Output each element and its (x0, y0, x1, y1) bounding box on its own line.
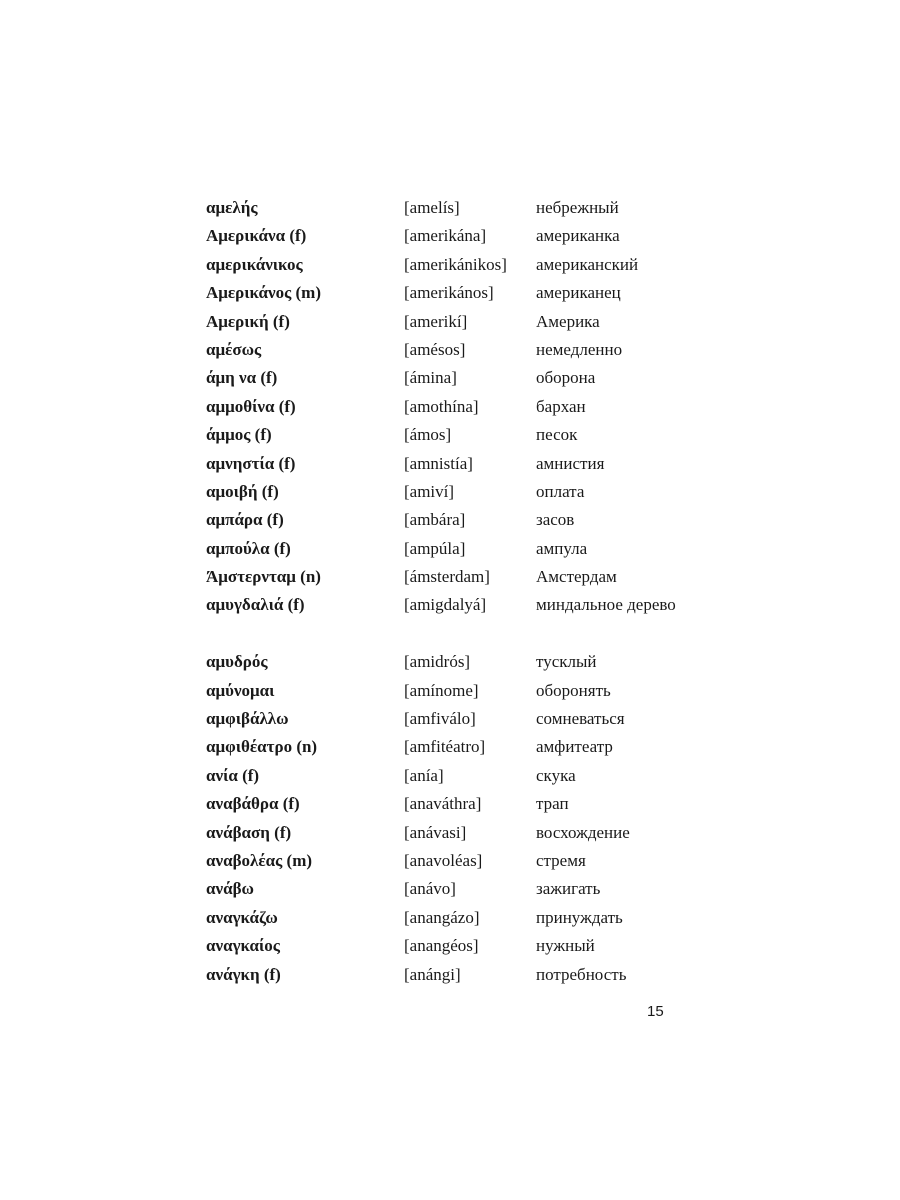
transliteration: [anángi] (404, 964, 461, 984)
list-item (206, 790, 686, 818)
list-item (206, 364, 686, 392)
russian-translation: амфитеатр (536, 737, 613, 757)
transliteration: [anangéos] (404, 936, 479, 956)
russian-translation: нужный (536, 936, 595, 956)
greek-word: αμοιβή (f) (206, 481, 279, 501)
list-item (206, 677, 686, 705)
transliteration: [ámina] (404, 368, 457, 388)
greek-word: ανία (f) (206, 765, 260, 785)
greek-word: αμερικάνικος (206, 254, 303, 274)
list-item (206, 819, 686, 847)
greek-word: Αμερική (f) (206, 311, 290, 331)
list-item (206, 450, 686, 478)
russian-translation: тусклый (536, 652, 597, 672)
list-item (206, 705, 686, 733)
list-item (206, 961, 686, 989)
list-item (206, 932, 686, 960)
transliteration: [amésos] (404, 339, 466, 359)
list-item (206, 421, 686, 449)
russian-translation: амнистия (536, 453, 605, 473)
transliteration: [anaváthra] (404, 794, 482, 814)
transliteration: [amidrós] (404, 652, 471, 672)
russian-translation: принуждать (536, 907, 623, 927)
russian-translation: немедленно (536, 339, 623, 359)
transliteration: [amerikána] (404, 226, 487, 246)
greek-word: αμφιβάλλω (206, 709, 289, 729)
transliteration: [ámsterdam] (404, 567, 490, 587)
transliteration: [amothína] (404, 396, 479, 416)
list-item (206, 648, 686, 676)
russian-translation: песок (536, 425, 578, 445)
greek-word: ανάγκη (f) (206, 964, 281, 984)
list-item (206, 535, 686, 563)
greek-word: αναβάθρα (f) (206, 794, 300, 814)
greek-word: Αμερικάνος (m) (206, 283, 321, 303)
transliteration: [ampúla] (404, 538, 466, 558)
list-item (206, 251, 686, 279)
russian-translation: американец (536, 283, 621, 303)
greek-word: αμυδρός (206, 652, 268, 672)
greek-word: άμμος (f) (206, 425, 272, 445)
transliteration: [amelís] (404, 198, 460, 217)
transliteration: [amerikí] (404, 311, 468, 331)
list-item (206, 875, 686, 903)
dictionary-list (206, 194, 686, 989)
russian-translation: бархан (536, 396, 586, 416)
transliteration: [anávo] (404, 879, 456, 899)
transliteration: [amerikánikos] (404, 254, 507, 274)
russian-translation: сомневаться (536, 709, 625, 729)
russian-translation: ампула (536, 538, 588, 558)
transliteration: [anangázo] (404, 907, 480, 927)
greek-word: αμφιθέατρο (n) (206, 737, 318, 757)
greek-word: αναγκάζω (206, 907, 278, 927)
greek-word: ανάβω (206, 879, 254, 899)
greek-word: Αμερικάνα (f) (206, 226, 307, 246)
russian-translation: Амстердам (536, 567, 617, 587)
list-item (206, 733, 686, 761)
list-item (206, 847, 686, 875)
transliteration: [amerikános] (404, 283, 494, 303)
transliteration: [anavoléas] (404, 851, 483, 870)
list-item (206, 563, 686, 591)
list-item (206, 591, 686, 648)
greek-word: αμελής (206, 198, 258, 217)
greek-word: αμπάρα (f) (206, 510, 284, 530)
list-item (206, 222, 686, 250)
transliteration: [amnistía] (404, 453, 473, 473)
russian-translation: небрежный (536, 198, 619, 217)
greek-word: αμυγδαλιά (f) (206, 595, 305, 615)
list-item (206, 279, 686, 307)
greek-word: αμέσως (206, 339, 262, 359)
transliteration: [ámos] (404, 425, 452, 445)
transliteration: [ambára] (404, 510, 466, 530)
russian-translation: засов (536, 510, 575, 530)
greek-word: ανάβαση (f) (206, 822, 292, 842)
greek-word: Άμστερνταμ (n) (206, 567, 321, 587)
transliteration: [amínome] (404, 680, 479, 700)
transliteration: [anávasi] (404, 822, 467, 842)
list-item (206, 762, 686, 790)
russian-translation: стремя (536, 851, 586, 870)
greek-word: αναβολέας (m) (206, 851, 313, 870)
greek-word: αμπούλα (f) (206, 538, 291, 558)
page-number: 15 (647, 1003, 664, 1020)
greek-word: άμη να (f) (206, 368, 278, 388)
list-item (206, 308, 686, 336)
russian-translation: миндальное дерево (536, 595, 676, 615)
transliteration: [anía] (404, 765, 444, 785)
list-item (206, 506, 686, 534)
russian-translation: потребность (536, 964, 627, 984)
russian-translation: восхождение (536, 822, 630, 842)
list-item (206, 194, 686, 222)
list-item (206, 393, 686, 421)
greek-word: αμμοθίνα (f) (206, 396, 296, 416)
russian-translation: Америка (536, 311, 600, 331)
list-item (206, 336, 686, 364)
russian-translation: оборонять (536, 680, 611, 700)
transliteration: [amiví] (404, 481, 455, 501)
transliteration: [amfiválo] (404, 709, 476, 729)
russian-translation: скука (536, 765, 576, 785)
russian-translation: оплата (536, 481, 585, 501)
russian-translation: трап (536, 794, 569, 814)
list-item (206, 478, 686, 506)
russian-translation: американский (536, 254, 639, 274)
greek-word: αμνηστία (f) (206, 453, 296, 473)
russian-translation: американка (536, 226, 620, 246)
greek-word: αμύνομαι (206, 680, 275, 700)
russian-translation: зажигать (536, 879, 601, 899)
transliteration: [amfitéatro] (404, 737, 486, 757)
transliteration: [amigdalyá] (404, 595, 487, 615)
russian-translation: оборона (536, 368, 596, 388)
list-item (206, 904, 686, 932)
greek-word: αναγκαίος (206, 936, 280, 956)
